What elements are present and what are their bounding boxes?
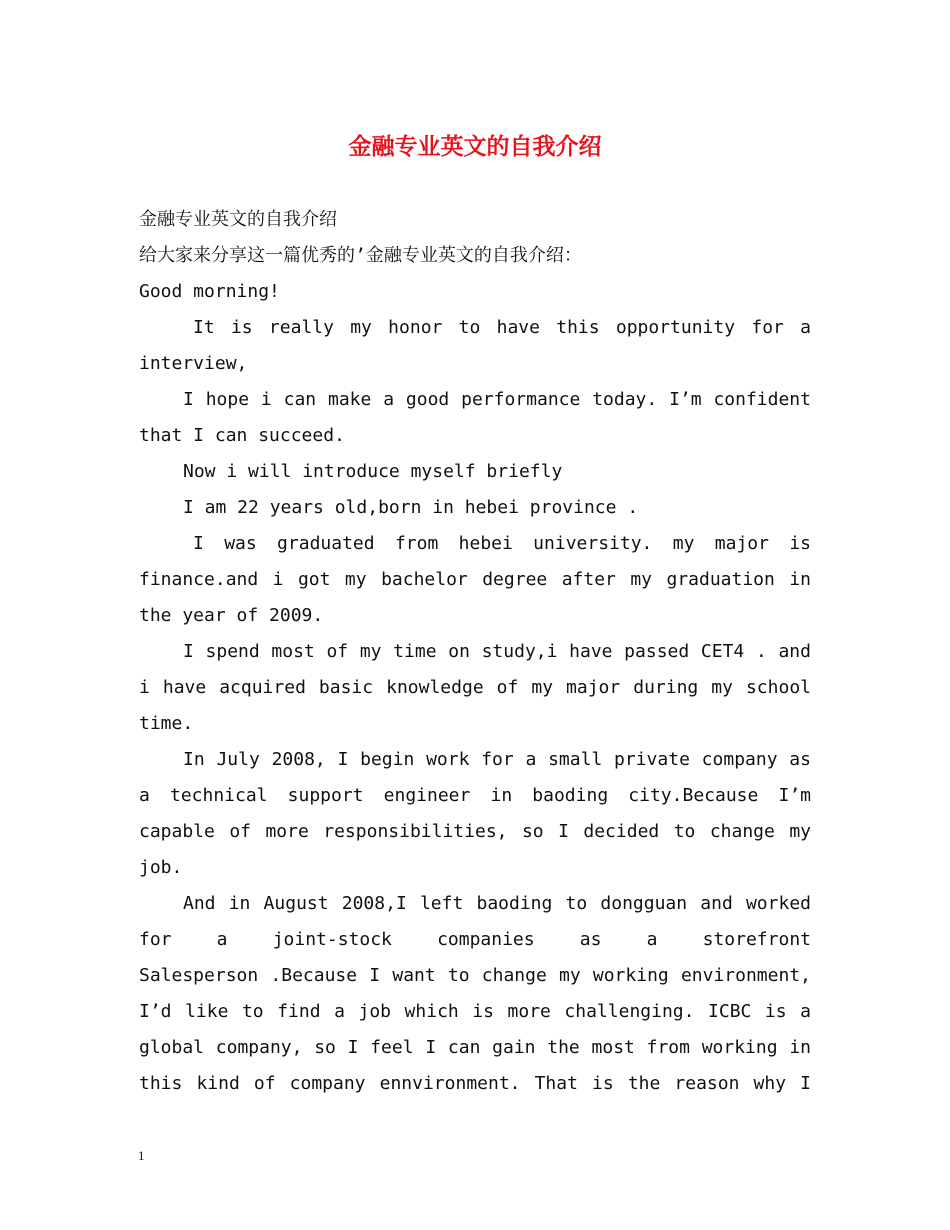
paragraph-line: I’d like to find a job which is more challenging. ICBC is a: [139, 1001, 811, 1022]
paragraph-line: Now i will introduce myself briefly: [183, 461, 563, 482]
paragraph-line: I was graduated from hebei university. my major is: [193, 533, 811, 554]
paragraph-line: I hope i can make a good performance today. I’m confident: [183, 389, 811, 410]
greeting-line: Good morning!: [139, 281, 280, 302]
paragraph-line: that I can succeed.: [139, 425, 345, 446]
paragraph-line: It is really my honor to have this opportunity for a: [193, 317, 811, 338]
paragraph-line: the year of 2009.: [139, 605, 324, 626]
paragraph-line: i have acquired basic knowledge of my major during my school: [139, 677, 811, 698]
paragraph-line: Salesperson .Because I want to change my working environment,: [139, 965, 811, 986]
paragraph-line: In July 2008, I begin work for a small private company as: [183, 749, 811, 770]
document-title: 金融专业英文的自我介绍: [348, 133, 602, 160]
paragraph-line: global company, so I feel I can gain the most from working in: [139, 1037, 811, 1058]
paragraph-line: I spend most of my time on study,i have passed CET4 . and: [183, 641, 811, 662]
paragraph-line: capable of more responsibilities, so I decided to change my: [139, 821, 811, 842]
heading-line: 金融专业英文的自我介绍: [139, 209, 337, 230]
paragraph-line: this kind of company ennvironment. That is the reason why I: [139, 1073, 811, 1094]
intro-line: 给大家来分享这一篇优秀的’金融专业英文的自我介绍：: [139, 245, 582, 266]
paragraph-line: a technical support engineer in baoding city.Because I’m: [139, 785, 811, 806]
paragraph-line: job.: [139, 857, 183, 878]
document-body: [139, 202, 811, 1102]
paragraph-line: interview,: [139, 353, 248, 374]
page-number: 1: [138, 1148, 145, 1163]
paragraph-line: finance.and i got my bachelor degree after my graduation in: [139, 569, 811, 590]
paragraph-line: time.: [139, 713, 194, 734]
paragraph-line: for a joint-stock companies as a storefront: [139, 929, 811, 950]
paragraph-line: And in August 2008,I left baoding to dongguan and worked: [183, 893, 811, 914]
paragraph-line: I am 22 years old,born in hebei province .: [183, 497, 639, 518]
